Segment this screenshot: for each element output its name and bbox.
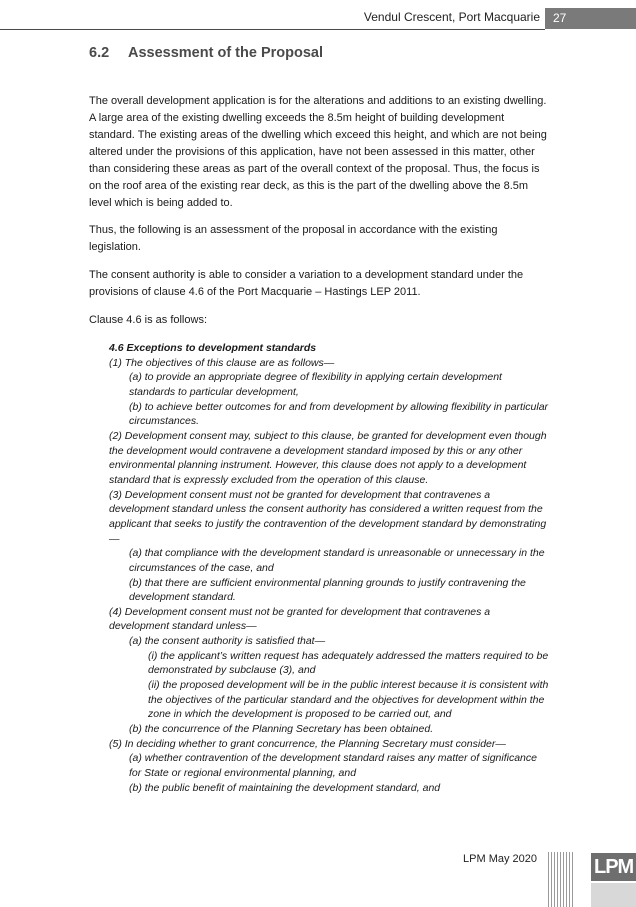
clause-subclause: (4) Development consent must not be granted for development that contravenes a development standard unless—	[109, 605, 491, 633]
paragraph-consent-authority: The consent authority is able to consider a variation to a development standard under the provisions of clause 4.6 of the Port Macquarie – Hastings LEP 2011.	[89, 269, 524, 298]
page-number-box	[545, 8, 636, 29]
paragraph-overview: The overall development application is for the alterations and additions to an existing dwelling. A large area of the existing dwelling exceeds the 8.5m height of building development standard. The existing areas of the dwelling which exceed this height, and which are not being altered under the provisions of this application, have not been assessed in this matter, other than considering these areas as part of the overall context of the proposal. Thus, the focus is on the roof area of the existing rear deck, as this is the part of the dwelling above the 8.5m level which is being added to.	[89, 95, 547, 209]
clause-paragraph: (a) whether contravention of the development standard raises any matter of significance for State or regional environmental planning, and	[129, 752, 537, 780]
clause-subparagraph: (i) the applicant’s written request has adequately addressed the matters required to be demonstrated by subclause (3), and	[148, 649, 549, 677]
clause-paragraph: (a) to provide an appropriate degree of flexibility in applying certain development standards to particular development,	[129, 371, 502, 398]
clause-paragraph: (b) the concurrence of the Planning Secretary has been obtained.	[129, 723, 434, 736]
clause-heading: 4.6 Exceptions to development standards	[109, 342, 317, 354]
clause-subclause: (1) The objectives of this clause are as follows—	[109, 356, 335, 369]
clause-paragraph: (a) that compliance with the development standard is unreasonable or unnecessary in the circumstances of the case, and	[129, 547, 545, 574]
paragraph-clause-intro: Clause 4.6 is as follows:	[89, 314, 207, 326]
clause-paragraph: (b) the public benefit of maintaining the development standard, and	[129, 781, 441, 794]
clause-subclause: (3) Development consent must not be granted for development that contravenes a development standard unless the consent authority has considered a written request from the applicant that seeks to justify the contravention of the development standard by demonstrating—	[109, 488, 547, 545]
clause-paragraph: (b) to achieve better outcomes for and from development by allowing flexibility in particular circumstances.	[129, 400, 549, 428]
paragraph-assessment-intro: Thus, the following is an assessment of the proposal in accordance with the existing legislation.	[89, 224, 498, 253]
clause-paragraph: (b) that there are sufficient environmental planning grounds to justify contravening the development standard.	[129, 576, 526, 604]
clause-quote	[109, 341, 549, 795]
clause-subparagraph: (ii) the proposed development will be in the public interest because it is consistent with the objectives of the particular standard and the objectives for development within the zone in which the development is proposed to be carried out, and	[148, 679, 549, 721]
header-title: Vendul Crescent, Port Macquarie	[363, 10, 540, 24]
footer-text: LPM May 2020	[463, 853, 537, 865]
page-number: 27	[553, 11, 567, 25]
section-title: Assessment of the Proposal	[128, 45, 323, 61]
clause-subclause: (2) Development consent may, subject to this clause, be granted for development even though the development would contravene a development standard imposed by this or any other environmental planning instrument. However, this clause does not apply to a development standard that is expressly excluded from the operation of this clause.	[109, 429, 547, 486]
clause-paragraph: (a) the consent authority is satisfied that—	[129, 635, 326, 648]
logo-band	[591, 883, 636, 907]
section-number: 6.2	[89, 45, 110, 61]
header-rule	[0, 29, 545, 30]
lpm-logo: LPM	[591, 853, 636, 881]
clause-subclause: (5) In deciding whether to grant concurrence, the Planning Secretary must consider—	[109, 737, 506, 750]
footer-decorative-lines	[548, 852, 588, 907]
